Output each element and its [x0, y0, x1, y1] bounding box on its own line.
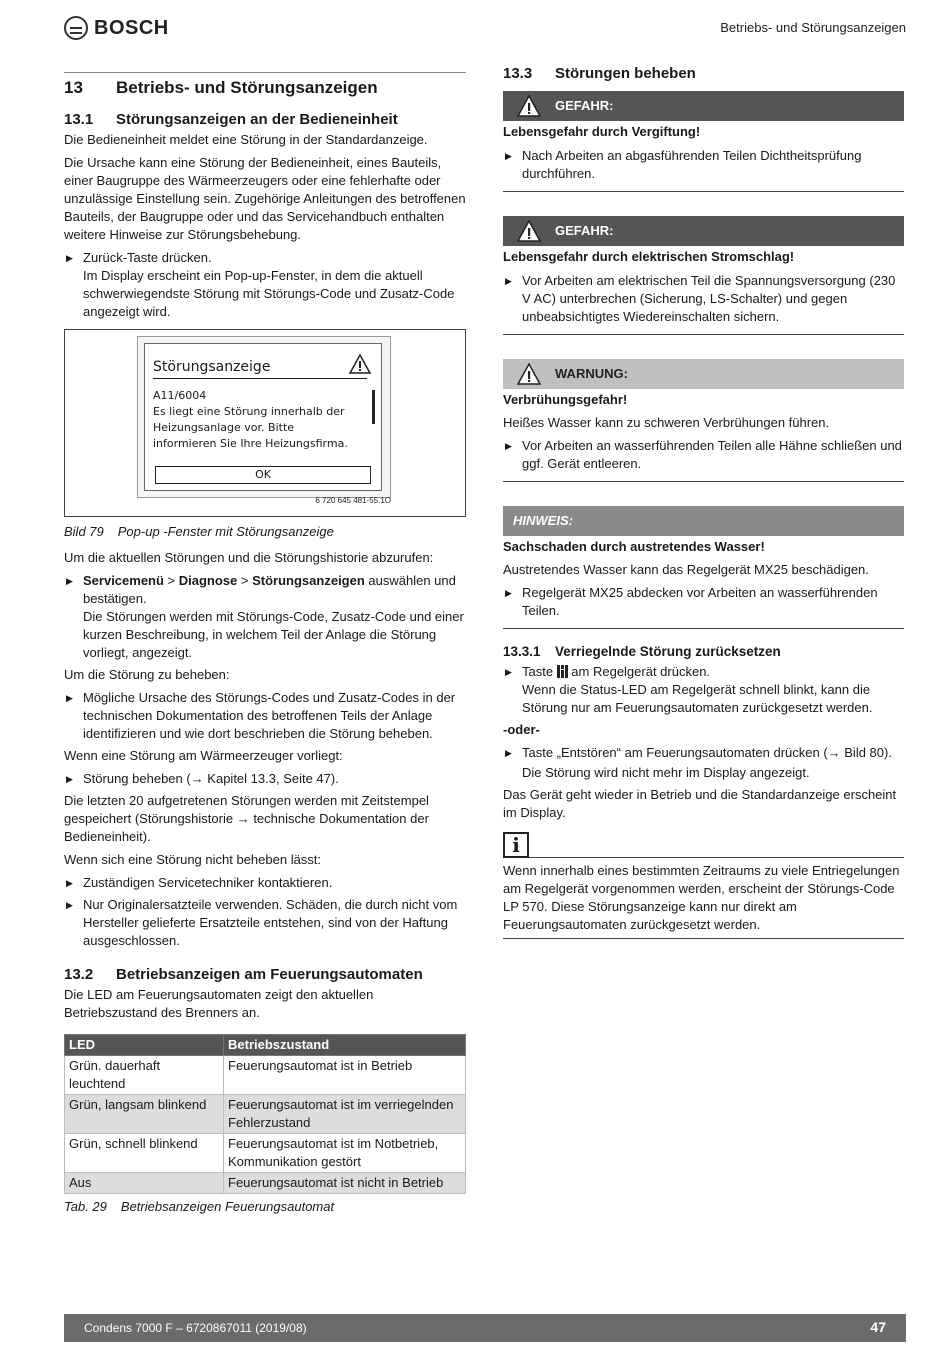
- table-cell: Aus: [65, 1173, 224, 1194]
- danger-bar: [503, 91, 904, 121]
- paragraph: Die letzten 20 aufgetretenen Störungen werden mit Zeitstempel gespeichert (Störungshistorie → technische Dokumentation der Bedieneinheit).: [64, 793, 429, 844]
- paragraph: Wenn eine Störung am Wärmeerzeuger vorliegt:: [64, 748, 343, 763]
- table-caption: [64, 1198, 466, 1216]
- table-header-row: [65, 1035, 466, 1056]
- section-title: Störungsanzeigen an der Bedieneinheit: [116, 111, 398, 128]
- table-row: [65, 1095, 466, 1134]
- step-text: auswählen und bestätigen.: [83, 573, 456, 606]
- popup-window: [144, 343, 382, 491]
- bosch-armature-icon: [64, 16, 88, 40]
- danger-triangle-icon: [503, 220, 555, 242]
- danger-triangle-icon: [503, 95, 555, 117]
- section-number: 13.3: [503, 65, 533, 82]
- paragraph: Die LED am Feuerungsautomaten zeigt den aktuellen Betriebszustand des Brenners an.: [64, 987, 374, 1020]
- instruction-step: [64, 572, 466, 662]
- paragraph: Wenn sich eine Störung nicht beheben lässt:: [64, 852, 322, 867]
- popup-scrollbar: [372, 390, 375, 424]
- error-code: A11/6004: [153, 389, 207, 402]
- danger-label: GEFAHR:: [555, 98, 614, 113]
- danger-title: Lebensgefahr durch elektrischen Stromschlag!: [503, 249, 795, 264]
- page-header: [64, 14, 906, 46]
- popup-ok-button[interactable]: OK: [155, 466, 371, 484]
- info-text: Wenn innerhalb eines bestimmten Zeitraums zu viele Entriegelungen am Regelgerät vorgenommen werden, erscheint der Störungs-Code LP 570. Diese Störungsanzeige kann nur direkt am Feuerungsautomaten zurückgesetzt werden.: [503, 862, 904, 939]
- message-line: informieren Sie Ihre Heizungsfirma.: [153, 437, 348, 450]
- danger-label: GEFAHR:: [555, 223, 614, 238]
- instruction-step: ▶ Nach Arbeiten an abgasführenden Teilen Dichtheitsprüfung durchführen.: [503, 147, 904, 183]
- led-status-table: [64, 1034, 466, 1194]
- table-cell: Grün, langsam blinkend: [65, 1095, 224, 1134]
- message-line: Es liegt eine Störung innerhalb der: [153, 405, 345, 418]
- warning-title: Verbrühungsgefahr!: [503, 392, 628, 407]
- header-section-title: Betriebs- und Störungsanzeigen: [720, 20, 906, 35]
- section-title: Verriegelnde Störung zurücksetzen: [555, 644, 781, 659]
- footer-document-id: Condens 7000 F – 6720867011 (2019/08): [84, 1321, 307, 1335]
- danger-box-electric: [503, 216, 904, 335]
- popup-title: Störungsanzeige: [153, 359, 271, 375]
- table-cell: Feuerungsautomat ist im verriegelnden Fehlerzustand: [224, 1095, 466, 1134]
- paragraph: Die Bedieneinheit meldet eine Störung in der Standardanzeige.: [64, 132, 428, 147]
- menu-path-stoerungsanzeigen: Störungsanzeigen: [252, 573, 365, 588]
- display-screen: [137, 336, 391, 498]
- danger-title: Lebensgefahr durch Vergiftung!: [503, 124, 701, 139]
- step-result: Die Störung wird nicht mehr im Display angezeigt.: [522, 765, 810, 780]
- column-header-state: Betriebszustand: [224, 1035, 466, 1056]
- section-13-3-heading: [503, 65, 904, 83]
- message-line: Heizungsanlage vor. Bitte: [153, 421, 295, 434]
- figure-code: 6 720 645 481-55.1O: [315, 496, 391, 505]
- warning-box-scalding: [503, 359, 904, 482]
- section-number: 13.3.1: [503, 644, 541, 659]
- reset-key-icon: [557, 665, 568, 678]
- caption-label: Bild 79: [64, 524, 104, 539]
- step-text: Taste „Entstören“ am Feuerungsautomaten drücken (→ Bild 80).: [522, 745, 892, 760]
- paragraph: Das Gerät geht wieder in Betrieb und die Standardanzeige erscheint im Display.: [503, 787, 897, 820]
- page-footer: [64, 1314, 906, 1342]
- caption-text: Betriebsanzeigen Feuerungsautomat: [120, 1199, 335, 1214]
- notice-title: Sachschaden durch austretendes Wasser!: [503, 539, 765, 554]
- paragraph: Um die aktuellen Störungen und die Störungshistorie abzurufen:: [64, 550, 434, 565]
- instruction-step: ▶ Nur Originalersatzteile verwenden. Schäden, die durch nicht vom Hersteller gelieferte Ersatzteile entstehen, sind von der Haftung ausgeschlossen.: [64, 896, 466, 950]
- section-title: Störungen beheben: [555, 65, 696, 82]
- table-cell: Grün, schnell blinkend: [65, 1134, 224, 1173]
- page-number: 47: [870, 1319, 886, 1335]
- section-number: 13.1: [64, 111, 94, 128]
- section-13-3-1-heading: [503, 643, 904, 661]
- step-result: Im Display erscheint ein Pop-up-Fenster, in dem die aktuell schwerwiegendste Störung mit Störungs-Code und Zusatz-Code angezeigt wird.: [83, 268, 455, 319]
- chapter-heading: [64, 79, 466, 97]
- step-result: Wenn die Status-LED am Regelgerät schnell blinkt, kann die Störung nur am Feuerungsautomaten zurückgesetzt werden.: [522, 682, 873, 715]
- right-column: [503, 65, 904, 944]
- instruction-step: [64, 249, 466, 321]
- figure-79: [64, 329, 466, 517]
- top-rule: [64, 72, 466, 73]
- notice-box-water: [503, 506, 904, 629]
- table-cell: Feuerungsautomat ist im Notbetrieb, Kommunikation gestört: [224, 1134, 466, 1173]
- info-icon: i: [503, 832, 529, 858]
- instruction-step: ▶ Störung beheben (→ Kapitel 13.3, Seite 47).: [64, 770, 466, 788]
- warning-triangle-icon: [349, 354, 371, 374]
- popup-divider: [153, 378, 367, 379]
- danger-bar: [503, 216, 904, 246]
- step-text: Taste: [522, 664, 557, 679]
- warning-triangle-icon: [503, 363, 555, 385]
- instruction-step: [503, 744, 904, 782]
- notice-bar: HINWEIS:: [503, 506, 904, 536]
- paragraph: Die Ursache kann eine Störung der Bedieneinheit, eines Bauteils, einer Baugruppe des Wärmeerzeugers oder eine fehlerhafte oder unzulässige Einstellung sein. Zugehörige Anleitungen des betroffenen Bauteils, der Baugruppe oder und das Servicehandbuch enthalten weitere Hinweise zur Störungsbehebung.: [64, 155, 466, 242]
- step-text: Zurück-Taste drücken.: [83, 250, 212, 265]
- caption-label: Tab. 29: [64, 1199, 107, 1214]
- table-row: [65, 1134, 466, 1173]
- menu-path-servicemenu: Servicemenü: [83, 573, 164, 588]
- menu-separator: >: [163, 573, 179, 588]
- step-result: Die Störungen werden mit Störungs-Code, Zusatz-Code und einer kurzen Beschreibung, in welchem Teil der Anlage die Störung vorliegt, angezeigt.: [83, 609, 464, 660]
- warning-bar: [503, 359, 904, 389]
- instruction-step: ▶ Regelgerät MX25 abdecken vor Arbeiten an wasserführenden Teilen.: [503, 584, 904, 620]
- caption-text: Pop-up -Fenster mit Störungsanzeige: [117, 524, 334, 539]
- column-header-led: LED: [65, 1035, 224, 1056]
- instruction-step: ▶ Vor Arbeiten am elektrischen Teil die Spannungsversorgung (230 V AC) unterbrechen (Sicherung, LS-Schalter) und gegen unbeabsichtigtes Wiedereinschalten sichern.: [503, 272, 904, 326]
- chapter-number: 13: [64, 78, 83, 97]
- figure-caption: [64, 523, 466, 541]
- menu-path-diagnose: Diagnose: [178, 573, 238, 588]
- section-13-2-heading: [64, 966, 466, 984]
- table-cell: Feuerungsautomat ist nicht in Betrieb: [224, 1173, 466, 1194]
- section-number: 13.2: [64, 966, 94, 983]
- section-title: Betriebsanzeigen am Feuerungsautomaten: [116, 966, 423, 983]
- instruction-step: ▶ Zuständigen Servicetechniker kontaktieren.: [64, 874, 466, 892]
- info-divider: [529, 856, 904, 858]
- paragraph: Heißes Wasser kann zu schweren Verbrühungen führen.: [503, 415, 830, 430]
- left-column: [64, 72, 466, 1224]
- instruction-step: ▶ Mögliche Ursache des Störungs-Codes und Zusatz-Codes in der technischen Dokumentation des betroffenen Teils der Anlage identifizieren und wie dort beschrieben die Störung beheben.: [64, 689, 466, 743]
- paragraph: Austretendes Wasser kann das Regelgerät MX25 beschädigen.: [503, 562, 869, 577]
- alternative-label: -oder-: [503, 722, 540, 737]
- instruction-step: [503, 663, 904, 717]
- table-row: [65, 1173, 466, 1194]
- brand-name: BOSCH: [94, 16, 169, 39]
- info-box-header: [503, 832, 904, 858]
- instruction-step: ▶ Vor Arbeiten an wasserführenden Teilen alle Hähne schließen und ggf. Gerät entleeren.: [503, 437, 904, 473]
- warning-label: WARNUNG:: [555, 366, 628, 381]
- table-row: [65, 1056, 466, 1095]
- menu-separator: >: [237, 573, 253, 588]
- section-13-1-heading: [64, 111, 466, 129]
- paragraph: Um die Störung zu beheben:: [64, 667, 230, 682]
- table-cell: Grün. dauerhaft leuchtend: [65, 1056, 224, 1095]
- step-text: am Regelgerät drücken.: [567, 664, 711, 679]
- bosch-logo: [64, 16, 169, 40]
- chapter-title: Betriebs- und Störungsanzeigen: [116, 78, 378, 97]
- popup-message: [153, 388, 353, 452]
- table-cell: Feuerungsautomat ist in Betrieb: [224, 1056, 466, 1095]
- danger-box-poisoning: [503, 91, 904, 192]
